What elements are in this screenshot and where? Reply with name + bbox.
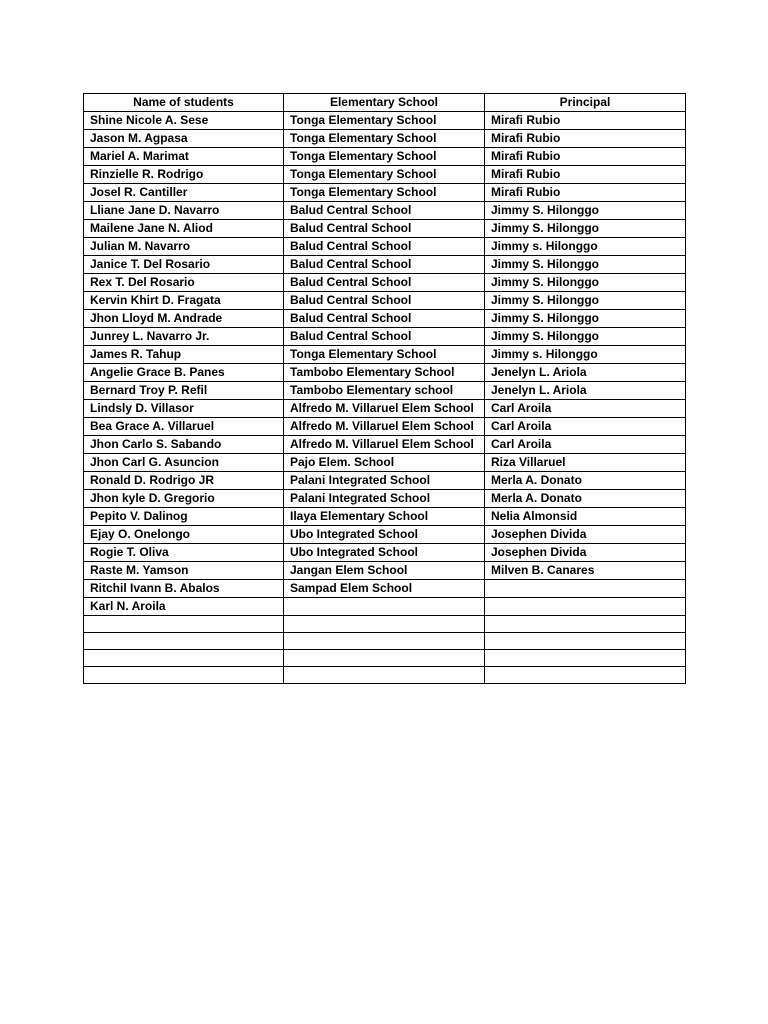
student-name-cell: Pepito V. Dalinog	[84, 508, 284, 526]
principal-cell: Jimmy S. Hilonggo	[485, 328, 686, 346]
table-row	[84, 202, 686, 220]
principal-cell: Carl Aroila	[485, 400, 686, 418]
table-row	[84, 526, 686, 544]
student-name-cell: Rogie T. Oliva	[84, 544, 284, 562]
student-name-cell: Bernard Troy P. Refil	[84, 382, 284, 400]
header-elementary-school: Elementary School	[284, 94, 485, 112]
table-row	[84, 580, 686, 598]
table-row	[84, 616, 686, 633]
principal-cell: Jimmy S. Hilonggo	[485, 310, 686, 328]
student-name-cell: Angelie Grace B. Panes	[84, 364, 284, 382]
principal-cell	[485, 667, 686, 684]
school-cell: Alfredo M. Villaruel Elem School	[284, 436, 485, 454]
table-row	[84, 292, 686, 310]
table-row	[84, 166, 686, 184]
student-name-cell: Josel R. Cantiller	[84, 184, 284, 202]
table-row	[84, 382, 686, 400]
principal-cell: Jimmy S. Hilonggo	[485, 202, 686, 220]
principal-cell: Milven B. Canares	[485, 562, 686, 580]
student-name-cell: Karl N. Aroila	[84, 598, 284, 616]
table-row	[84, 238, 686, 256]
student-name-cell: Jhon Carlo S. Sabando	[84, 436, 284, 454]
student-name-cell: Shine Nicole A. Sese	[84, 112, 284, 130]
principal-cell	[485, 633, 686, 650]
principal-cell: Josephen Divida	[485, 544, 686, 562]
school-cell: Palani Integrated School	[284, 472, 485, 490]
school-cell: Sampad Elem School	[284, 580, 485, 598]
school-cell: Balud Central School	[284, 220, 485, 238]
table-row	[84, 346, 686, 364]
student-name-cell: Jhon kyle D. Gregorio	[84, 490, 284, 508]
table-row	[84, 598, 686, 616]
principal-cell: Jimmy s. Hilonggo	[485, 346, 686, 364]
table-row	[84, 310, 686, 328]
school-cell: Ubo Integrated School	[284, 526, 485, 544]
school-cell: Tonga Elementary School	[284, 166, 485, 184]
principal-cell: Nelia Almonsid	[485, 508, 686, 526]
school-cell: Jangan Elem School	[284, 562, 485, 580]
table-row	[84, 274, 686, 292]
table-row	[84, 633, 686, 650]
school-cell: Pajo Elem. School	[284, 454, 485, 472]
principal-cell	[485, 598, 686, 616]
student-name-cell: Ronald D. Rodrigo JR	[84, 472, 284, 490]
principal-cell	[485, 616, 686, 633]
header-name-of-students: Name of students	[84, 94, 284, 112]
table-row	[84, 667, 686, 684]
table-body	[84, 112, 686, 684]
school-cell: Alfredo M. Villaruel Elem School	[284, 418, 485, 436]
school-cell: Balud Central School	[284, 274, 485, 292]
school-cell: Ubo Integrated School	[284, 544, 485, 562]
school-cell	[284, 667, 485, 684]
header-principal: Principal	[485, 94, 686, 112]
student-name-cell: Janice T. Del Rosario	[84, 256, 284, 274]
student-name-cell: Mariel A. Marimat	[84, 148, 284, 166]
student-name-cell: Bea Grace A. Villaruel	[84, 418, 284, 436]
school-cell: Tonga Elementary School	[284, 346, 485, 364]
student-name-cell: James R. Tahup	[84, 346, 284, 364]
student-name-cell	[84, 633, 284, 650]
student-name-cell: Julian M. Navarro	[84, 238, 284, 256]
school-cell: Balud Central School	[284, 328, 485, 346]
student-name-cell: Rex T. Del Rosario	[84, 274, 284, 292]
student-name-cell: Lindsly D. Villasor	[84, 400, 284, 418]
table-row	[84, 418, 686, 436]
student-name-cell: Ejay O. Onelongo	[84, 526, 284, 544]
school-cell: Balud Central School	[284, 202, 485, 220]
school-cell: Tonga Elementary School	[284, 112, 485, 130]
table-row	[84, 112, 686, 130]
student-name-cell: Jason M. Agpasa	[84, 130, 284, 148]
student-name-cell: Raste M. Yamson	[84, 562, 284, 580]
table-row	[84, 130, 686, 148]
school-cell: Tonga Elementary School	[284, 148, 485, 166]
principal-cell: Merla A. Donato	[485, 490, 686, 508]
student-name-cell	[84, 650, 284, 667]
table-row	[84, 364, 686, 382]
school-cell: Tambobo Elementary School	[284, 364, 485, 382]
principal-cell: Jimmy S. Hilonggo	[485, 220, 686, 238]
school-cell	[284, 633, 485, 650]
school-cell	[284, 650, 485, 667]
principal-cell: Jimmy S. Hilonggo	[485, 292, 686, 310]
school-cell: Tambobo Elementary school	[284, 382, 485, 400]
school-cell: Tonga Elementary School	[284, 184, 485, 202]
table-row	[84, 328, 686, 346]
principal-cell: Jimmy s. Hilonggo	[485, 238, 686, 256]
principal-cell	[485, 580, 686, 598]
student-name-cell: Ritchil Ivann B. Abalos	[84, 580, 284, 598]
school-cell: Balud Central School	[284, 292, 485, 310]
school-cell	[284, 598, 485, 616]
table-row	[84, 650, 686, 667]
student-name-cell: Rinzielle R. Rodrigo	[84, 166, 284, 184]
header-row	[84, 94, 686, 112]
principal-cell: Carl Aroila	[485, 436, 686, 454]
table-row	[84, 454, 686, 472]
principal-cell: Jenelyn L. Ariola	[485, 364, 686, 382]
school-cell: Tonga Elementary School	[284, 130, 485, 148]
student-name-cell: Lliane Jane D. Navarro	[84, 202, 284, 220]
table-row	[84, 508, 686, 526]
student-name-cell: Kervin Khirt D. Fragata	[84, 292, 284, 310]
table-row	[84, 148, 686, 166]
school-cell: Ilaya Elementary School	[284, 508, 485, 526]
principal-cell: Mirafi Rubio	[485, 166, 686, 184]
principal-cell: Jenelyn L. Ariola	[485, 382, 686, 400]
principal-cell: Carl Aroila	[485, 418, 686, 436]
principal-cell: Mirafi Rubio	[485, 112, 686, 130]
student-name-cell	[84, 616, 284, 633]
table-row	[84, 436, 686, 454]
school-cell	[284, 616, 485, 633]
student-school-table	[83, 93, 686, 684]
school-cell: Balud Central School	[284, 310, 485, 328]
principal-cell	[485, 650, 686, 667]
student-name-cell: Jhon Lloyd M. Andrade	[84, 310, 284, 328]
principal-cell: Josephen Divida	[485, 526, 686, 544]
table-row	[84, 562, 686, 580]
school-cell: Balud Central School	[284, 256, 485, 274]
student-name-cell: Junrey L. Navarro Jr.	[84, 328, 284, 346]
student-name-cell	[84, 667, 284, 684]
table-row	[84, 256, 686, 274]
table-row	[84, 400, 686, 418]
school-cell: Balud Central School	[284, 238, 485, 256]
student-name-cell: Jhon Carl G. Asuncion	[84, 454, 284, 472]
principal-cell: Jimmy S. Hilonggo	[485, 256, 686, 274]
table-row	[84, 490, 686, 508]
principal-cell: Jimmy S. Hilonggo	[485, 274, 686, 292]
table-row	[84, 184, 686, 202]
student-name-cell: Mailene Jane N. Aliod	[84, 220, 284, 238]
principal-cell: Mirafi Rubio	[485, 130, 686, 148]
principal-cell: Merla A. Donato	[485, 472, 686, 490]
principal-cell: Mirafi Rubio	[485, 148, 686, 166]
table-row	[84, 472, 686, 490]
table-row	[84, 544, 686, 562]
principal-cell: Mirafi Rubio	[485, 184, 686, 202]
table-row	[84, 220, 686, 238]
school-cell: Palani Integrated School	[284, 490, 485, 508]
principal-cell: Riza Villaruel	[485, 454, 686, 472]
school-cell: Alfredo M. Villaruel Elem School	[284, 400, 485, 418]
